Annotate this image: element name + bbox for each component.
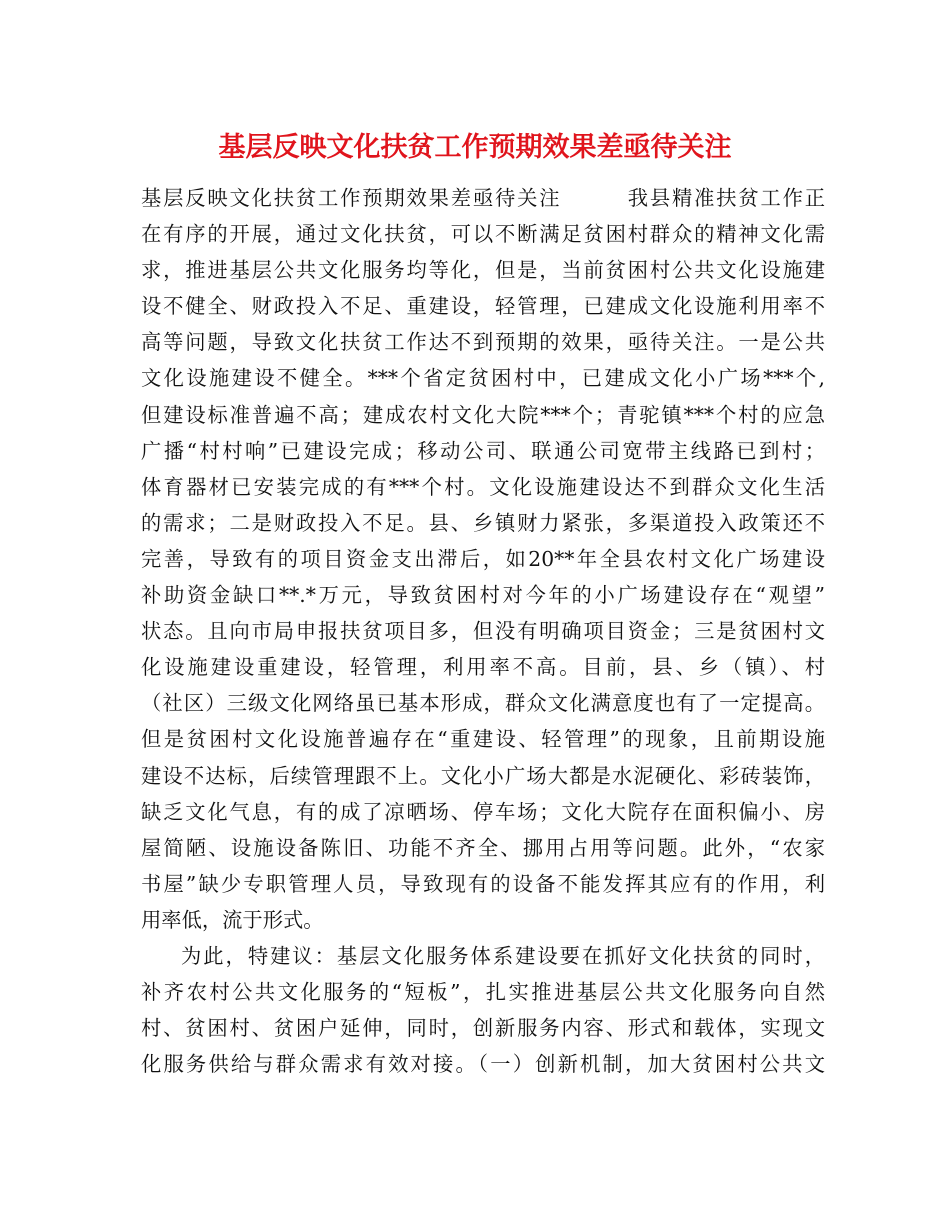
text-line: 体育器材已安装完成的有***个村。文化设施建设达不到群众文化生活 — [141, 474, 825, 499]
text-line: 高等问题，导致文化扶贫工作达不到预期的效果，亟待关注。一是公共 — [141, 330, 825, 355]
text-line: 完善，导致有的项目资金支出滞后，如20**年全县农村文化广场建设 — [141, 546, 825, 571]
text-line: 状态。且向市局申报扶贫项目多，但没有明确项目资金；三是贫困村文 — [141, 619, 825, 644]
text-line: 设不健全、财政投入不足、重建设，轻管理，已建成文化设施利用率不 — [141, 294, 825, 319]
text-line: 广播“村村响”已建设完成；移动公司、联通公司宽带主线路已到村； — [141, 438, 825, 463]
paragraph-first-line: 为此，特建议：基层文化服务体系建设要在抓好文化扶贫的同时， — [181, 943, 825, 968]
text-line: 但是贫困村文化设施普遍存在“重建设、轻管理”的现象，且前期设施 — [141, 727, 825, 752]
text-line: 补齐农村公共文化服务的“短板”，扎实推进基层公共文化服务向自然 — [141, 980, 825, 1005]
text-line: 文化设施建设不健全。***个省定贫困村中，已建成文化小广场***个, — [141, 366, 825, 391]
text-line: 屋简陋、设施设备陈旧、功能不齐全、挪用占用等问题。此外，“农家 — [141, 835, 825, 860]
text-line: 基层反映文化扶贫工作预期效果差亟待关注 我县精准扶贫工作正 — [141, 186, 825, 210]
document-body — [141, 180, 825, 1082]
text-line: （社区）三级文化网络虽已基本形成，群众文化满意度也有了一定提高。 — [141, 691, 825, 716]
text-line: 的需求；二是财政投入不足。县、乡镇财力紧张，多渠道投入政策还不 — [141, 510, 825, 535]
text-line: 建设不达标，后续管理跟不上。文化小广场大都是水泥硬化、彩砖装饰， — [141, 763, 825, 788]
text-line: 村、贫困村、贫困户延伸，同时，创新服务内容、形式和载体，实现文 — [141, 1016, 825, 1041]
document-title: 基层反映文化扶贫工作预期效果差亟待关注 — [218, 132, 732, 163]
text-line: 但建设标准普遍不高；建成农村文化大院***个；青驼镇***个村的应急 — [141, 402, 825, 427]
text-line: 补助资金缺口**.*万元，导致贫困村对今年的小广场建设存在“观望” — [141, 583, 825, 608]
text-line: 求，推进基层公共文化服务均等化，但是，当前贫困村公共文化设施建 — [141, 258, 825, 283]
text-line: 化设施建设重建设，轻管理，利用率不高。目前，县、乡（镇）、村 — [141, 655, 825, 680]
text-line: 在有序的开展，通过文化扶贫，可以不断满足贫困村群众的精神文化需 — [141, 222, 825, 247]
text-line: 书屋”缺少专职管理人员，导致现有的设备不能发挥其应有的作用，利 — [141, 871, 825, 896]
text-line: 化服务供给与群众需求有效对接。（一）创新机制，加大贫困村公共文 — [141, 1052, 825, 1077]
text-line: 用率低，流于形式。 — [141, 907, 324, 932]
text-line: 缺乏文化气息，有的成了凉晒场、停车场；文化大院存在面积偏小、房 — [141, 799, 825, 824]
